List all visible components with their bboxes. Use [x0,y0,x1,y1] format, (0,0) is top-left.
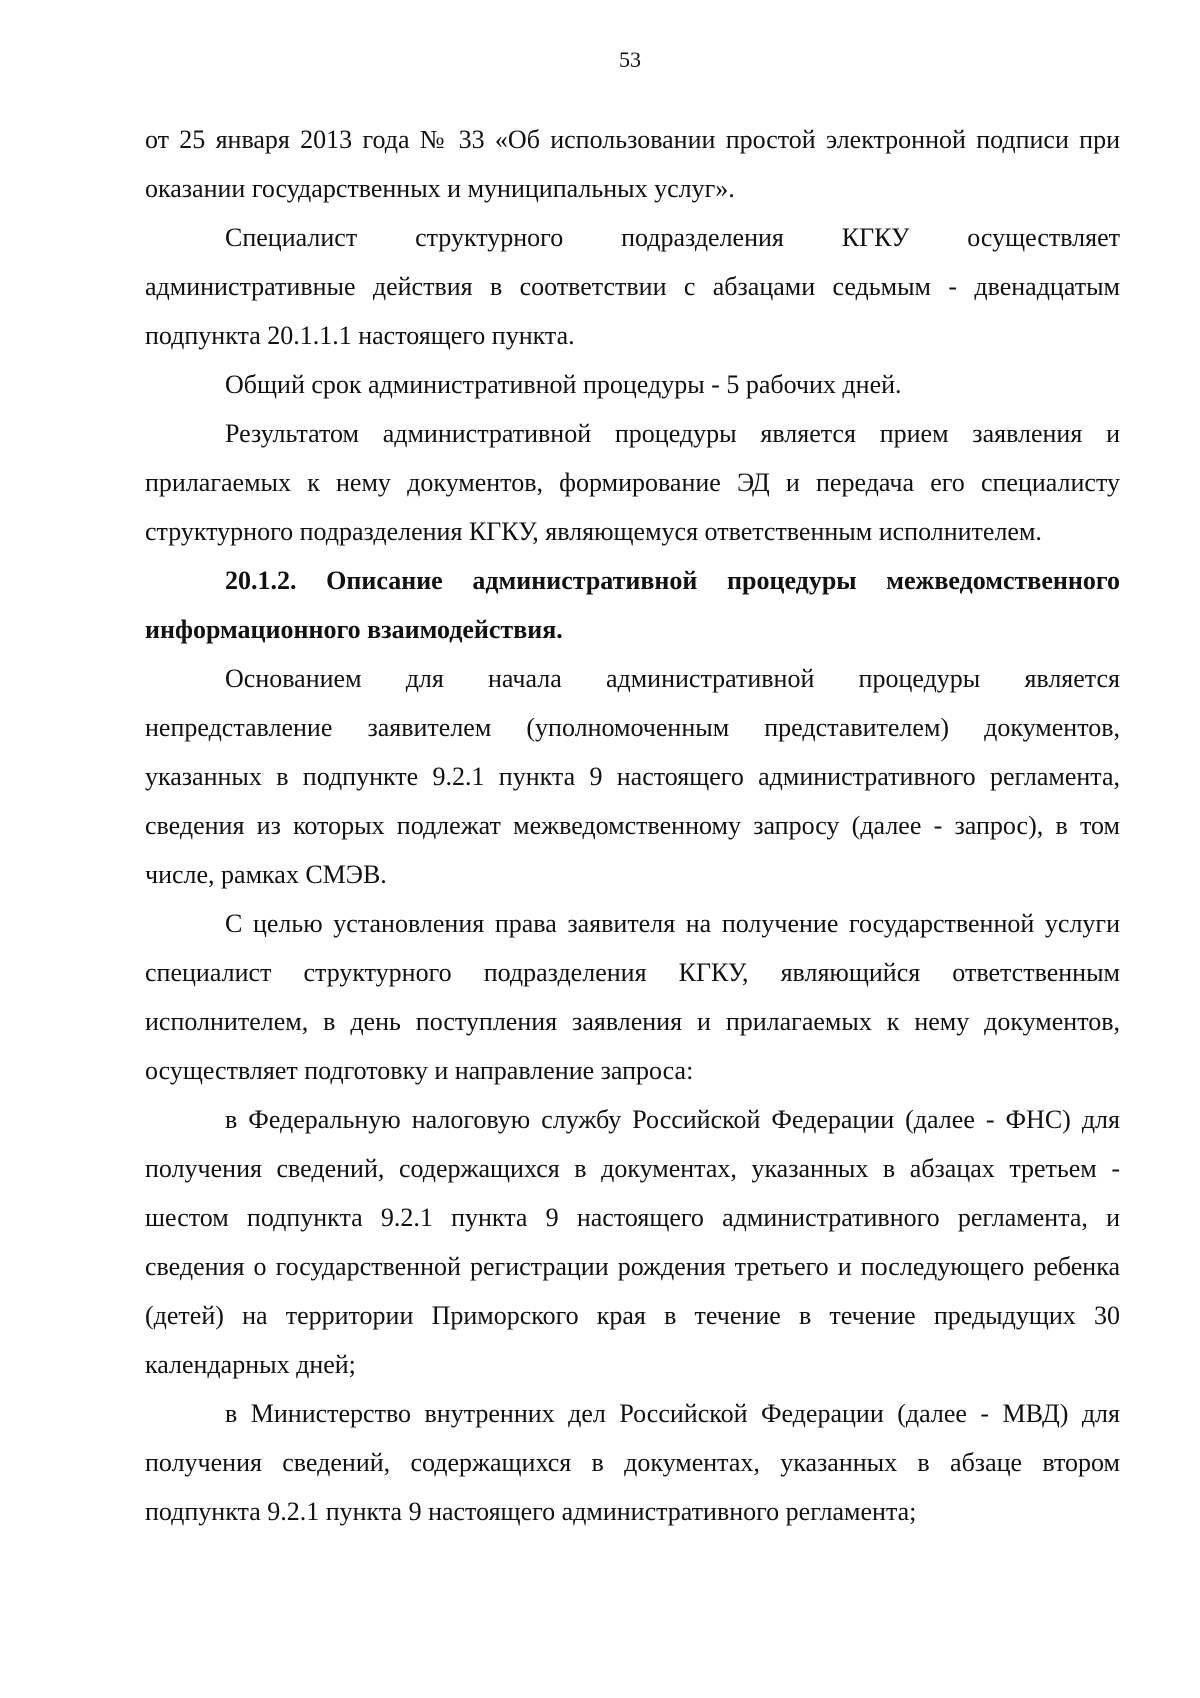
paragraph-procedure-term: Общий срок административной процедуры - 5 рабочих дней. [225,370,902,399]
paragraph-continuation: от 25 января 2013 года № 33 «Об использовании простой электронной подписи при оказании государственных и муниципальных услуг». [145,125,1120,203]
section-heading: 20.1.2. Описание административной процедуры межведомственного информационного взаимодействия. [145,566,1120,644]
paragraph-specialist-actions: Специалист структурного подразделения КГКУ осуществляет административные действия в соответствии с абзацами седьмым - двенадцатым подпункта 20.1.1.1 настоящего пункта. [145,223,1120,350]
paragraph-request-preparation: С целью установления права заявителя на получение государственной услуги специалист структурного подразделения КГКУ, являющийся ответственным исполнителем, в день поступления заявления и прилагаемых к нему документов, осуществляет подготовку и направление запроса: [145,909,1120,1085]
page-number: 53 [619,47,641,72]
paragraph-mvd-request: в Министерство внутренних дел Российской Федерации (далее - МВД) для получения сведений, содержащихся в документах, указанных в абзаце втором подпункта 9.2.1 пункта 9 настоящего административного регламента; [145,1399,1120,1526]
document-body [145,115,1120,1536]
paragraph-procedure-basis: Основанием для начала административной процедуры является непредставление заявителем (уполномоченным представителем) документов, указанных в подпункте 9.2.1 пункта 9 настоящего административного регламента, сведения из которых подлежат межведомственному запросу (далее - запрос), в том числе, рамках СМЭВ. [145,664,1120,889]
paragraph-fns-request: в Федеральную налоговую службу Российской Федерации (далее - ФНС) для получения сведений, содержащихся в документах, указанных в абзацах третьем - шестом подпункта 9.2.1 пункта 9 настоящего административного регламента, и сведения о государственной регистрации рождения третьего и последующего ребенка (детей) на территории Приморского края в течение в течение предыдущих 30 календарных дней; [145,1105,1120,1379]
paragraph-procedure-result: Результатом административной процедуры является прием заявления и прилагаемых к нему документов, формирование ЭД и передача его специалисту структурного подразделения КГКУ, являющемуся ответственным исполнителем. [145,419,1120,546]
